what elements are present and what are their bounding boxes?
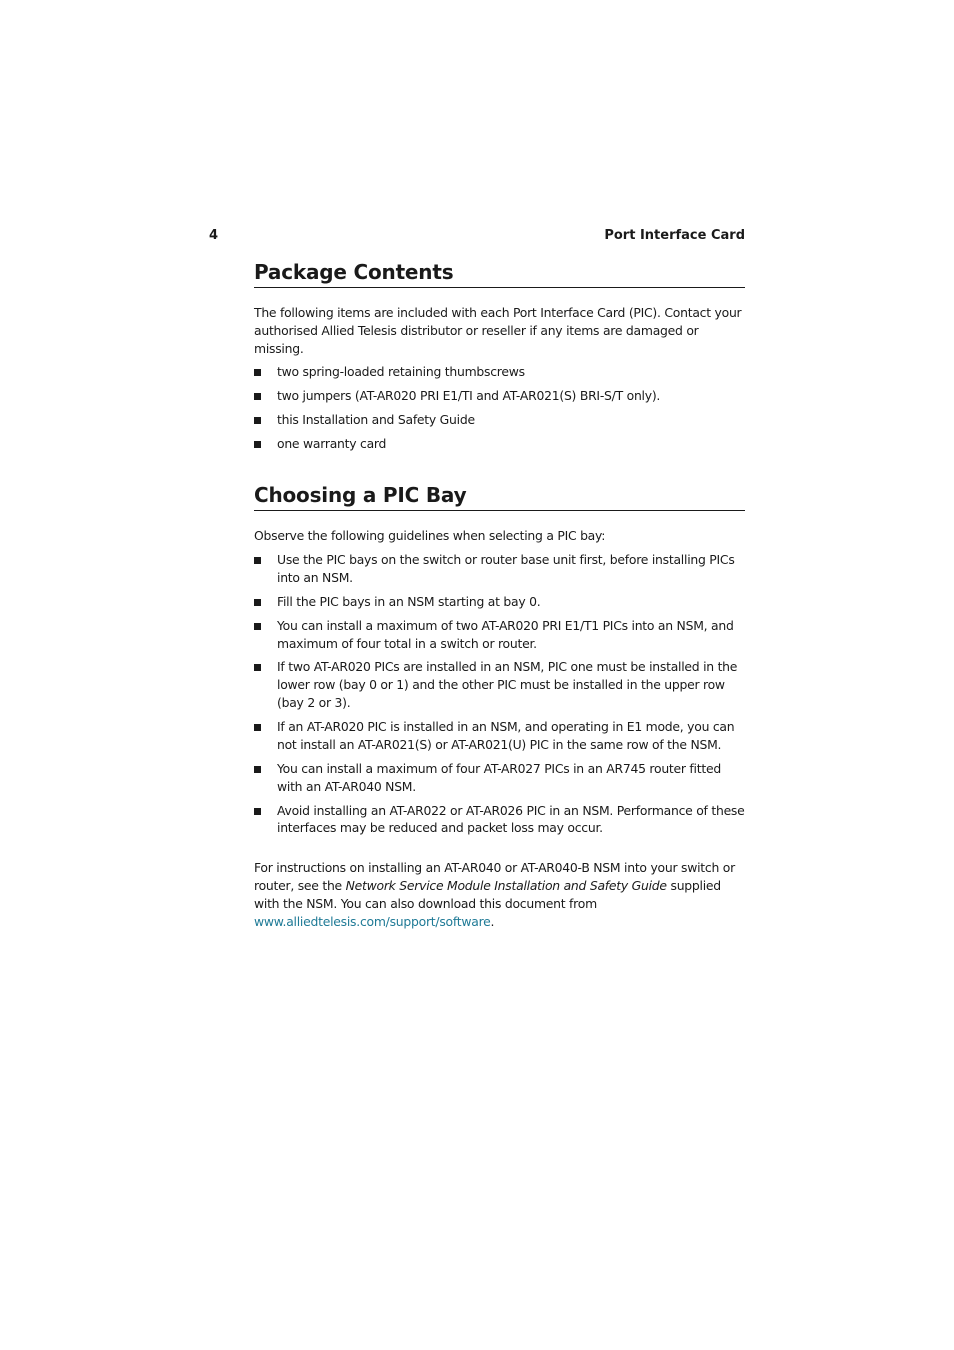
bullet-square-icon <box>254 599 261 606</box>
bullet-square-icon <box>254 766 261 773</box>
list-item: Avoid installing an AT-AR022 or AT-AR026 PIC in an NSM. Performance of these interfaces may be reduced and packet loss may occur. <box>254 802 745 838</box>
bullet-square-icon <box>254 664 261 671</box>
bullet-square-icon <box>254 724 261 731</box>
bullet-square-icon <box>254 557 261 564</box>
page-number: 4 <box>209 228 219 243</box>
bullet-square-icon <box>254 417 261 424</box>
bullet-square-icon <box>254 441 261 448</box>
package-contents-section <box>254 258 745 453</box>
running-title: Port Interface Card <box>604 228 745 243</box>
list-item: Use the PIC bays on the switch or router base unit first, before installing PICs into an NSM. <box>254 551 745 587</box>
list-item: two spring-loaded retaining thumbscrews <box>254 363 745 381</box>
package-contents-list <box>254 363 745 453</box>
list-item: If two AT-AR020 PICs are installed in an NSM, PIC one must be installed in the lower row (bay 0 or 1) and the other PIC must be installed in the upper row (bay 2 or 3). <box>254 658 745 711</box>
page-content <box>254 258 745 930</box>
list-item: If an AT-AR020 PIC is installed in an NSM, and operating in E1 mode, you can not install an AT-AR021(S) or AT-AR021(U) PIC in the same row of the NSM. <box>254 718 745 754</box>
guide-title: Network Service Module Installation and Safety Guide <box>345 878 667 894</box>
package-contents-heading: Package Contents <box>254 258 745 288</box>
list-item: two jumpers (AT-AR020 PRI E1/TI and AT-AR021(S) BRI-S/T only). <box>254 387 745 405</box>
bullet-square-icon <box>254 623 261 630</box>
choosing-bay-list <box>254 551 745 837</box>
list-item: this Installation and Safety Guide <box>254 411 745 429</box>
bullet-square-icon <box>254 369 261 376</box>
list-item: one warranty card <box>254 435 745 453</box>
list-item: Fill the PIC bays in an NSM starting at bay 0. <box>254 593 745 611</box>
bullet-square-icon <box>254 808 261 815</box>
package-contents-intro: The following items are included with each Port Interface Card (PIC). Contact your authorised Allied Telesis distributor or reseller if any items are damaged or missing. <box>254 305 742 356</box>
nsm-instructions-paragraph: For instructions on installing an AT-AR040 or AT-AR040-B NSM into your switch or router, see the Network Service Module Installation and Safety Guide supplied with the NSM. You can also download this document from www.alliedtelesis.com/support/software. <box>254 860 735 929</box>
list-item: You can install a maximum of four AT-AR027 PICs in an AR745 router fitted with an AT-AR040 NSM. <box>254 760 745 796</box>
list-item: You can install a maximum of two AT-AR020 PRI E1/T1 PICs into an NSM, and maximum of four total in a switch or router. <box>254 617 745 653</box>
choosing-bay-heading: Choosing a PIC Bay <box>254 481 745 511</box>
support-software-link[interactable]: www.alliedtelesis.com/support/software <box>254 913 491 929</box>
choosing-bay-section <box>254 481 745 930</box>
bullet-square-icon <box>254 393 261 400</box>
choosing-bay-intro: Observe the following guidelines when selecting a PIC bay: <box>254 528 606 544</box>
running-header <box>209 228 745 246</box>
